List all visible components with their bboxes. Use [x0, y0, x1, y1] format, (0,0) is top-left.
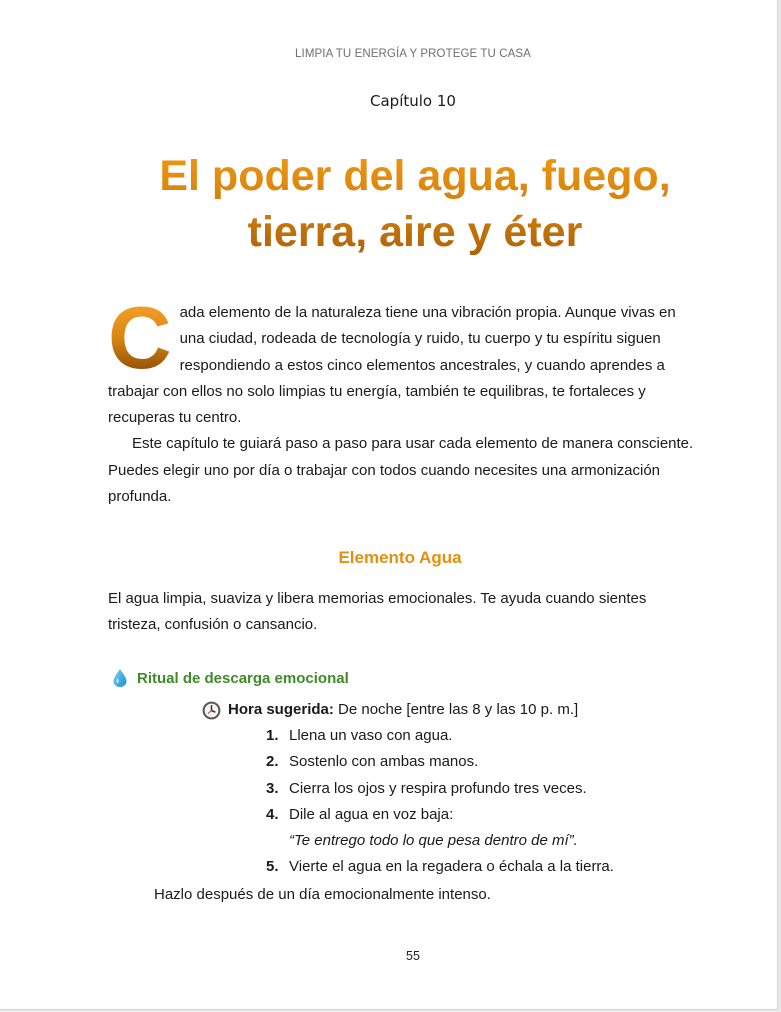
suggested-time-value: De noche [entre las 8 y las 10 p. m.]	[338, 701, 579, 718]
step-number: 3.	[266, 779, 279, 797]
ritual-closing-note: Hazlo después de un día emocionalmente intenso.	[154, 886, 491, 903]
chapter-title	[70, 148, 760, 260]
suggested-time	[202, 697, 578, 723]
section-heading: Elemento Agua	[338, 548, 462, 567]
running-header: LIMPIA TU ENERGÍA Y PROTEGE TU CASA	[295, 48, 531, 60]
section-paragraph: El agua limpia, suaviza y libera memorias emocionales. Te ayuda cuando sientes tristeza, confusión o cansancio.	[108, 590, 647, 634]
list-item	[266, 776, 736, 802]
suggested-time-label: Hora sugerida:	[228, 701, 334, 718]
drop-cap: C	[108, 288, 172, 387]
section-text	[108, 586, 698, 639]
step-number: 5.	[266, 858, 279, 876]
clock-icon	[202, 701, 221, 720]
chapter-label: Capítulo 10	[370, 92, 456, 110]
ritual-heading-label: Ritual de descarga emocional	[137, 669, 349, 687]
step-number: 4.	[266, 805, 279, 823]
intro-text	[108, 288, 698, 510]
step-number: 2.	[266, 753, 279, 771]
list-item	[266, 854, 736, 880]
ritual-steps	[266, 723, 736, 881]
water-drop-icon	[112, 668, 128, 688]
list-item	[266, 723, 736, 749]
intro-paragraph-2: Este capítulo te guiará paso a paso para usar cada elemento de manera consciente. Puedes elegir uno por día o trabajar con todos cuando necesites una armonización profunda.	[108, 435, 694, 506]
step-text: Vierte el agua en la regadera o échala a la tierra.	[289, 858, 614, 876]
step-number: 1.	[266, 727, 279, 744]
list-item	[266, 802, 736, 855]
step-text: Llena un vaso con agua.	[289, 727, 453, 744]
step-text: Dile al agua en voz baja:	[289, 805, 454, 823]
step-text: Cierra los ojos y respira profundo tres veces.	[289, 779, 587, 797]
list-item	[266, 749, 736, 775]
intro-paragraph-1: ada elemento de la naturaleza tiene una vibración propia. Aunque vivas en una ciudad, rodeada de tecnología y ruido, tu cuerpo y tu espíritu siguen respondiendo a estos cinco elementos ancestrales, y cuando aprendes a trabajar con ellos no solo limpias tu energía, también te equilibras, te fortaleces y recuperas tu centro.	[108, 304, 676, 427]
ritual-heading	[112, 668, 349, 688]
page-number: 55	[406, 949, 420, 963]
chapter-title-line-1: El poder del agua, fuego,	[159, 152, 671, 200]
step-text: Sostenlo con ambas manos.	[289, 753, 479, 771]
step-quote: “Te entrego todo lo que pesa dentro de mí”.	[289, 832, 578, 850]
chapter-title-line-2: tierra, aire y éter	[247, 208, 583, 256]
